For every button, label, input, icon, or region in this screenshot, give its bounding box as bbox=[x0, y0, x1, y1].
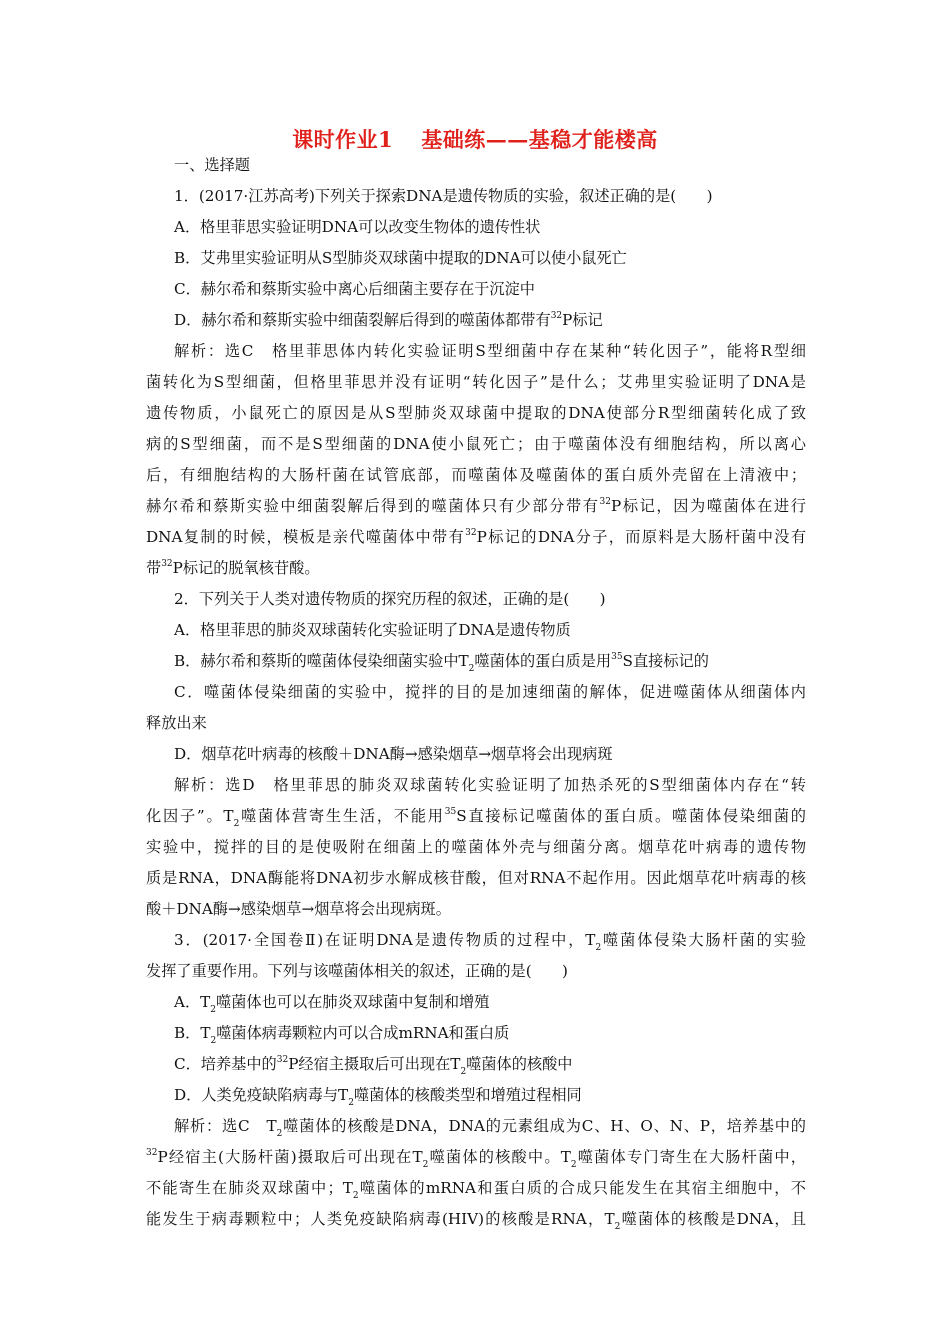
q1-analysis-line: 后，有细胞结构的大肠杆菌在试管底部，而噬菌体及噬菌体的蛋白质外壳留在上清液中； bbox=[146, 466, 806, 484]
superscript: 32 bbox=[146, 1147, 158, 1158]
text-run: A．T bbox=[174, 993, 211, 1011]
text-run: P标记的脱氧核苷酸。 bbox=[172, 559, 320, 577]
q3-option-b bbox=[146, 1018, 806, 1049]
text-run: 噬菌体的核酸类型和增殖过程相同 bbox=[353, 1086, 582, 1104]
text-run: 解析：选C T bbox=[174, 1117, 277, 1135]
q3-stem-cont: 发挥了重要作用。下列与该噬菌体相关的叙述，正确的是( ) bbox=[146, 962, 568, 980]
text-run: C．培养基中的 bbox=[174, 1055, 277, 1073]
q3-option-a bbox=[146, 987, 806, 1018]
q2-option-d: D．烟草花叶病毒的核酸＋DNA酶→感染烟草→烟草将会出现病斑 bbox=[174, 745, 613, 763]
q3-option-c bbox=[146, 1049, 806, 1080]
text-run: D．人类免疫缺陷病毒与T bbox=[174, 1086, 349, 1104]
q3-analysis-line bbox=[146, 1111, 806, 1142]
section-heading: 一、选择题 bbox=[174, 156, 250, 174]
text-run: 噬菌体的核酸中 bbox=[466, 1055, 573, 1073]
text-run: 噬菌体的核酸是DNA，且 bbox=[620, 1210, 806, 1228]
superscript: 35 bbox=[611, 651, 623, 662]
q2-option-a: A．格里菲思的肺炎双球菌转化实验证明了DNA是遗传物质 bbox=[174, 621, 571, 639]
q1-stem: 1．(2017·江苏高考)下列关于探索DNA是遗传物质的实验，叙述正确的是( ) bbox=[174, 187, 713, 205]
title-part-2: 基础练——基稳才能楼高 bbox=[421, 127, 658, 152]
subscript: 2 bbox=[210, 1036, 217, 1047]
text-run: 噬菌体的蛋白质是用 bbox=[474, 652, 612, 670]
q2-option-c: C．噬菌体侵染细菌的实验中，搅拌的目的是加速细菌的解体，促进噬菌体从细菌体内 bbox=[174, 683, 806, 701]
superscript: 32 bbox=[465, 527, 477, 538]
subscript: 2 bbox=[422, 1160, 429, 1171]
q3-analysis-line bbox=[146, 1204, 806, 1235]
q2-analysis-line: 实验中，搅拌的目的是使吸附在细菌上的噬菌体外壳与细菌分离。烟草花叶病毒的遗传物 bbox=[146, 838, 806, 856]
text-run: 噬菌体的核酸中。T bbox=[428, 1148, 571, 1166]
text-run: 化因子”。T bbox=[146, 807, 234, 825]
q2-analysis-line: 质是RNA，DNA酶能将DNA初步水解成核苷酸，但对RNA不起作用。因此烟草花叶病毒的核 bbox=[146, 869, 806, 887]
q2-stem: 2．下列关于人类对遗传物质的探究历程的叙述，正确的是( ) bbox=[174, 590, 606, 608]
subscript: 2 bbox=[595, 943, 602, 954]
title-part-1: 课时作业1 bbox=[292, 127, 394, 152]
text-run: P标记的DNA分子，而原料是大肠杆菌中没有 bbox=[476, 528, 806, 546]
text-run: 噬菌体的mRNA和蛋白质的合成只能发生在其宿主细胞中，不 bbox=[358, 1179, 806, 1197]
text-run: B．赫尔希和蔡斯的噬菌体侵染细菌实验中T bbox=[174, 652, 469, 670]
q1-analysis-line bbox=[146, 491, 806, 522]
text-run: DNA复制的时候，模板是亲代噬菌体中带有 bbox=[146, 528, 466, 546]
q1-analysis-line bbox=[146, 522, 806, 553]
subscript: 2 bbox=[233, 819, 240, 830]
superscript: 32 bbox=[599, 496, 611, 507]
text-run: P标记，因为噬菌体在进行 bbox=[611, 497, 806, 515]
text-run: 带 bbox=[146, 559, 162, 577]
q2-option-b bbox=[146, 646, 806, 677]
subscript: 2 bbox=[614, 1222, 621, 1233]
q1-option-c: C．赫尔希和蔡斯实验中离心后细菌主要存在于沉淀中 bbox=[174, 280, 535, 298]
q2-analysis-line: 解析：选D 格里菲思的肺炎双球菌转化实验证明了加热杀死的S型细菌体内存在“转 bbox=[174, 776, 806, 794]
q1-analysis-line bbox=[146, 553, 806, 584]
text-run: P标记 bbox=[562, 311, 603, 329]
q1-analysis-line: 遗传物质，小鼠死亡的原因是从S型肺炎双球菌中提取的DNA使部分R型细菌转化成了致 bbox=[146, 404, 806, 422]
subscript: 2 bbox=[276, 1129, 283, 1140]
text-run: 噬菌体的核酸是DNA，DNA的元素组成为C、H、O、N、P，培养基中的 bbox=[282, 1117, 806, 1135]
text-run: 噬菌体营寄生生活，不能用 bbox=[239, 807, 445, 825]
text-run: 赫尔希和蔡斯实验中细菌裂解后得到的噬菌体只有少部分带有 bbox=[146, 497, 600, 515]
superscript: 32 bbox=[276, 1054, 289, 1065]
subscript: 2 bbox=[468, 664, 475, 675]
text-run: 噬菌体专门寄生在大肠杆菌中， bbox=[576, 1148, 806, 1166]
subscript: 2 bbox=[352, 1191, 359, 1202]
text-run: 3．(2017·全国卷Ⅱ)在证明DNA是遗传物质的过程中，T bbox=[174, 931, 596, 949]
q1-option-d bbox=[146, 305, 806, 336]
q2-analysis-line bbox=[146, 801, 806, 832]
document-body bbox=[146, 150, 806, 1235]
text-run: S直接标记噬菌体的蛋白质。噬菌体侵染细菌的 bbox=[456, 807, 806, 825]
q1-option-b: B．艾弗里实验证明从S型肺炎双球菌中提取的DNA可以使小鼠死亡 bbox=[174, 249, 627, 267]
q2-option-c-cont: 释放出来 bbox=[146, 714, 207, 732]
text-run: 噬菌体侵染大肠杆菌的实验 bbox=[601, 931, 806, 949]
subscript: 2 bbox=[348, 1098, 354, 1109]
q1-analysis-line: 菌转化为S型细菌，但格里菲思并没有证明“转化因子”是什么；艾弗里实验证明了DNA是 bbox=[146, 373, 806, 391]
text-run: 噬菌体也可以在肺炎双球菌中复制和增殖 bbox=[216, 993, 490, 1011]
superscript: 35 bbox=[444, 806, 457, 817]
text-run: P经宿主(大肠杆菌)摄取后可出现在T bbox=[157, 1148, 423, 1166]
q3-analysis-line bbox=[146, 1142, 806, 1173]
text-run: P经宿主摄取后可出现在T bbox=[288, 1055, 461, 1073]
text-run: D．赫尔希和蔡斯实验中细菌裂解后得到的噬菌体都带有 bbox=[174, 311, 551, 329]
text-run: 不能寄生在肺炎双球菌中；T bbox=[146, 1179, 353, 1197]
q3-option-d bbox=[146, 1080, 806, 1111]
subscript: 2 bbox=[460, 1067, 467, 1078]
q2-analysis-line: 酸＋DNA酶→感染烟草→烟草将会出现病斑。 bbox=[146, 900, 451, 918]
subscript: 2 bbox=[570, 1160, 577, 1171]
q3-analysis-line bbox=[146, 1173, 806, 1204]
superscript: 32 bbox=[550, 310, 563, 321]
q1-option-a: A．格里菲思实验证明DNA可以改变生物体的遗传性状 bbox=[174, 218, 541, 236]
text-run: 噬菌体病毒颗粒内可以合成mRNA和蛋白质 bbox=[216, 1024, 510, 1042]
text-run: B．T bbox=[174, 1024, 211, 1042]
text-run: 能发生于病毒颗粒中；人类免疫缺陷病毒(HIV)的核酸是RNA，T bbox=[146, 1210, 615, 1228]
q3-stem bbox=[146, 925, 806, 956]
subscript: 2 bbox=[210, 1005, 217, 1016]
q1-analysis-line: 病的S型细菌，而不是S型细菌的DNA使小鼠死亡；由于噬菌体没有细胞结构，所以离心 bbox=[146, 435, 806, 453]
superscript: 32 bbox=[161, 558, 173, 569]
text-run: S直接标记的 bbox=[622, 652, 709, 670]
q1-analysis-line: 解析：选C 格里菲思体内转化实验证明S型细菌中存在某种“转化因子”，能将R型细 bbox=[174, 342, 806, 360]
